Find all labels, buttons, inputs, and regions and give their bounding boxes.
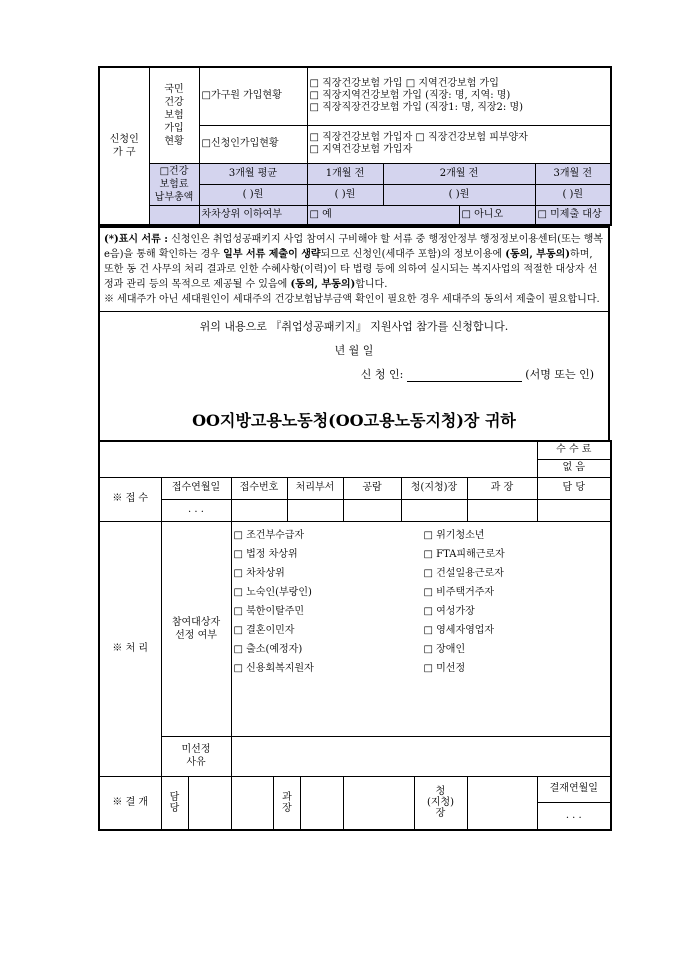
approval-sign-box[interactable]: [301, 777, 343, 829]
amount-cell[interactable]: ( )원: [383, 184, 535, 205]
notice-head: (*)표시 서류 :: [104, 234, 168, 245]
selection-option[interactable]: □ 결혼이민자: [233, 624, 295, 636]
notice-text: 신청인은 취업성공패키지 사업 참여시 구비해야 할 서류 중 행정안정부 행정정보이용센터(또는 행복e음)을 통해 확인하는 경우: [104, 234, 603, 260]
household-options: [307, 67, 611, 125]
reception-side: ※ 접 수: [99, 477, 161, 521]
selection-option[interactable]: □ 출소(예정자): [233, 643, 303, 655]
selection-options: [231, 521, 611, 736]
applicant-name-field[interactable]: [407, 370, 522, 382]
reception-cell[interactable]: [287, 499, 343, 521]
household-option[interactable]: □ 직장지역건강보험 가입 (직장: 명, 지역: 명): [309, 90, 511, 102]
period-header: 1개월 전: [307, 163, 383, 184]
declaration-text: 위의 내용으로 『취업성공패키지』 지원사업 참가를 신청합니다.: [199, 320, 509, 333]
reception-header: 접수번호: [231, 477, 287, 499]
declaration-date[interactable]: 년 월 일: [334, 344, 374, 357]
approval-sign-box[interactable]: [467, 776, 537, 830]
selection-option[interactable]: □ 여성가장: [423, 605, 475, 617]
selection-option[interactable]: □ 영세자영업자: [423, 624, 495, 636]
selection-label: 참여대상자 선정 여부: [161, 521, 231, 736]
selection-option[interactable]: □ 장애인: [423, 643, 466, 655]
approval-role: 과 장: [274, 777, 301, 829]
selection-right: [424, 526, 505, 678]
selection-option[interactable]: □ 차차상위: [233, 567, 285, 579]
reception-header: 처리부서: [287, 477, 343, 499]
sign-label: (서명 또는 인): [525, 368, 594, 381]
fee-label: 수 수 료: [537, 441, 611, 459]
period-header: 2개월 전: [383, 163, 535, 184]
reception-header: 공람: [343, 477, 401, 499]
approval-sign-box[interactable]: [189, 777, 231, 829]
reception-date[interactable]: . . .: [161, 499, 231, 521]
approval-role: 담 당: [162, 777, 189, 829]
household-option[interactable]: □ 직장건강보험 가입 □ 지역건강보험 가입: [309, 78, 499, 90]
selection-option[interactable]: □ 법정 차상위: [233, 548, 298, 560]
applicant-option[interactable]: □ 직장건강보험 가입자 □ 직장건강보험 피부양자: [309, 132, 528, 143]
selection-option[interactable]: □ 비주택거주자: [423, 586, 495, 598]
approval-date[interactable]: . . .: [537, 803, 611, 830]
period-header: 3개월 전: [535, 163, 611, 184]
applicant-option[interactable]: □ 지역건강보험 가입자: [309, 144, 413, 155]
lower-na[interactable]: □ 미제출 대상: [535, 205, 611, 225]
reception-header: 담 당: [537, 477, 611, 499]
premium-label: □건강 보험료 납부총액: [149, 163, 199, 205]
declaration-block: [98, 311, 610, 440]
reception-header: 접수연월일: [161, 477, 231, 499]
lower-label: 차차상위 이하여부: [199, 205, 307, 225]
notice-emphasis: 일부 서류 제출이 생략: [223, 249, 321, 260]
reception-header: 과 장: [467, 477, 537, 499]
selection-option[interactable]: □ 노숙인(부랑인): [233, 586, 312, 598]
approval-role: 청 (지청) 장: [426, 786, 455, 819]
processing-side: ※ 처 리: [99, 521, 161, 776]
amount-cell[interactable]: ( )원: [199, 184, 307, 205]
notice-block: (*)표시 서류 : 신청인은 취업성공패키지 사업 참여시 구비해야 할 서류 중 행정안정부 행정정보이용센터(또는 행복e음)을 통해 확인하는 경우 일부 서류 제출이 생략되므로 신청인(세대주 포함)의 정보이용에 (동의, 부동의)하며, 또한 동 건 사무의 처리 결과로 인한 수혜사항(이력)이 타 법령 등에 의하여 실시되는 복지사업의 적절한 대상자 선정과 관리 등의 목적으로 제공될 수 있음에 (동의, 부동의)합니다. ※ 세대주가 아닌 세대원인이 세대주의 건강보험납부금액 확인이 필요한 경우 세대주의 동의서 제출이 필요합니다.: [98, 226, 610, 311]
reception-cell[interactable]: [537, 499, 611, 521]
approval-manager: [231, 776, 343, 830]
applicant-options: [307, 125, 611, 163]
lower-no[interactable]: □ 아니오: [459, 205, 535, 225]
approval-date-label: 결재연월일: [537, 776, 611, 803]
selection-option[interactable]: □ 조건부수급자: [233, 529, 305, 541]
application-form: [98, 66, 610, 831]
household-option[interactable]: □ 직장직장건강보험 가입 (직장1: 명, 직장2: 명): [309, 102, 524, 114]
reception-cell[interactable]: [401, 499, 467, 521]
fee-value: 없 음: [537, 459, 611, 477]
approval-staff: [161, 776, 231, 830]
lower-yes[interactable]: □ 예: [307, 205, 459, 225]
selection-option[interactable]: □ FTA피해근로자: [423, 548, 505, 560]
amount-cell[interactable]: ( )원: [307, 184, 383, 205]
reject-reason-field[interactable]: [231, 736, 611, 776]
reject-label: 미선정 사유: [161, 736, 231, 776]
insurance-label: 국민 건강 보험 가입 현황: [149, 67, 199, 163]
reception-header: 청(지청)장: [401, 477, 467, 499]
addressee-title: OO지방고용노동청(OO고용노동지청)장 귀하: [192, 411, 516, 430]
selection-option[interactable]: □ 북한이탈주민: [233, 605, 305, 617]
selection-option[interactable]: □ 미선정: [423, 662, 466, 674]
applicant-side-label: 신청인 가 구: [99, 67, 149, 225]
selection-option[interactable]: □ 건설일용근로자: [423, 567, 504, 579]
notice-note: ※ 세대주가 아닌 세대원인이 세대주의 건강보험납부금액 확인이 필요한 경우 세대주의 동의서 제출이 필요합니다.: [104, 294, 600, 305]
applicant-status-label: □신청인가입현황: [199, 125, 307, 163]
selection-left: [234, 526, 424, 678]
approval-side: ※ 결 개: [99, 776, 161, 830]
period-header: 3개월 평균: [199, 163, 307, 184]
applicant-label: 신 청 인:: [360, 368, 404, 381]
household-label: □가구원 가입현황: [199, 67, 307, 125]
office-table: [98, 440, 612, 831]
reception-cell[interactable]: [467, 499, 537, 521]
approval-sign-box[interactable]: [232, 777, 275, 829]
selection-option[interactable]: □ 위기청소년: [423, 529, 485, 541]
reception-cell[interactable]: [231, 499, 287, 521]
applicant-table: [98, 66, 612, 226]
applicant-sign-row: [100, 366, 608, 382]
reception-cell[interactable]: [343, 499, 401, 521]
approval-chief: [343, 776, 467, 830]
approval-sign-box[interactable]: [344, 777, 415, 829]
amount-cell[interactable]: ( )원: [535, 184, 611, 205]
selection-option[interactable]: □ 신용회복지원자: [233, 662, 314, 674]
